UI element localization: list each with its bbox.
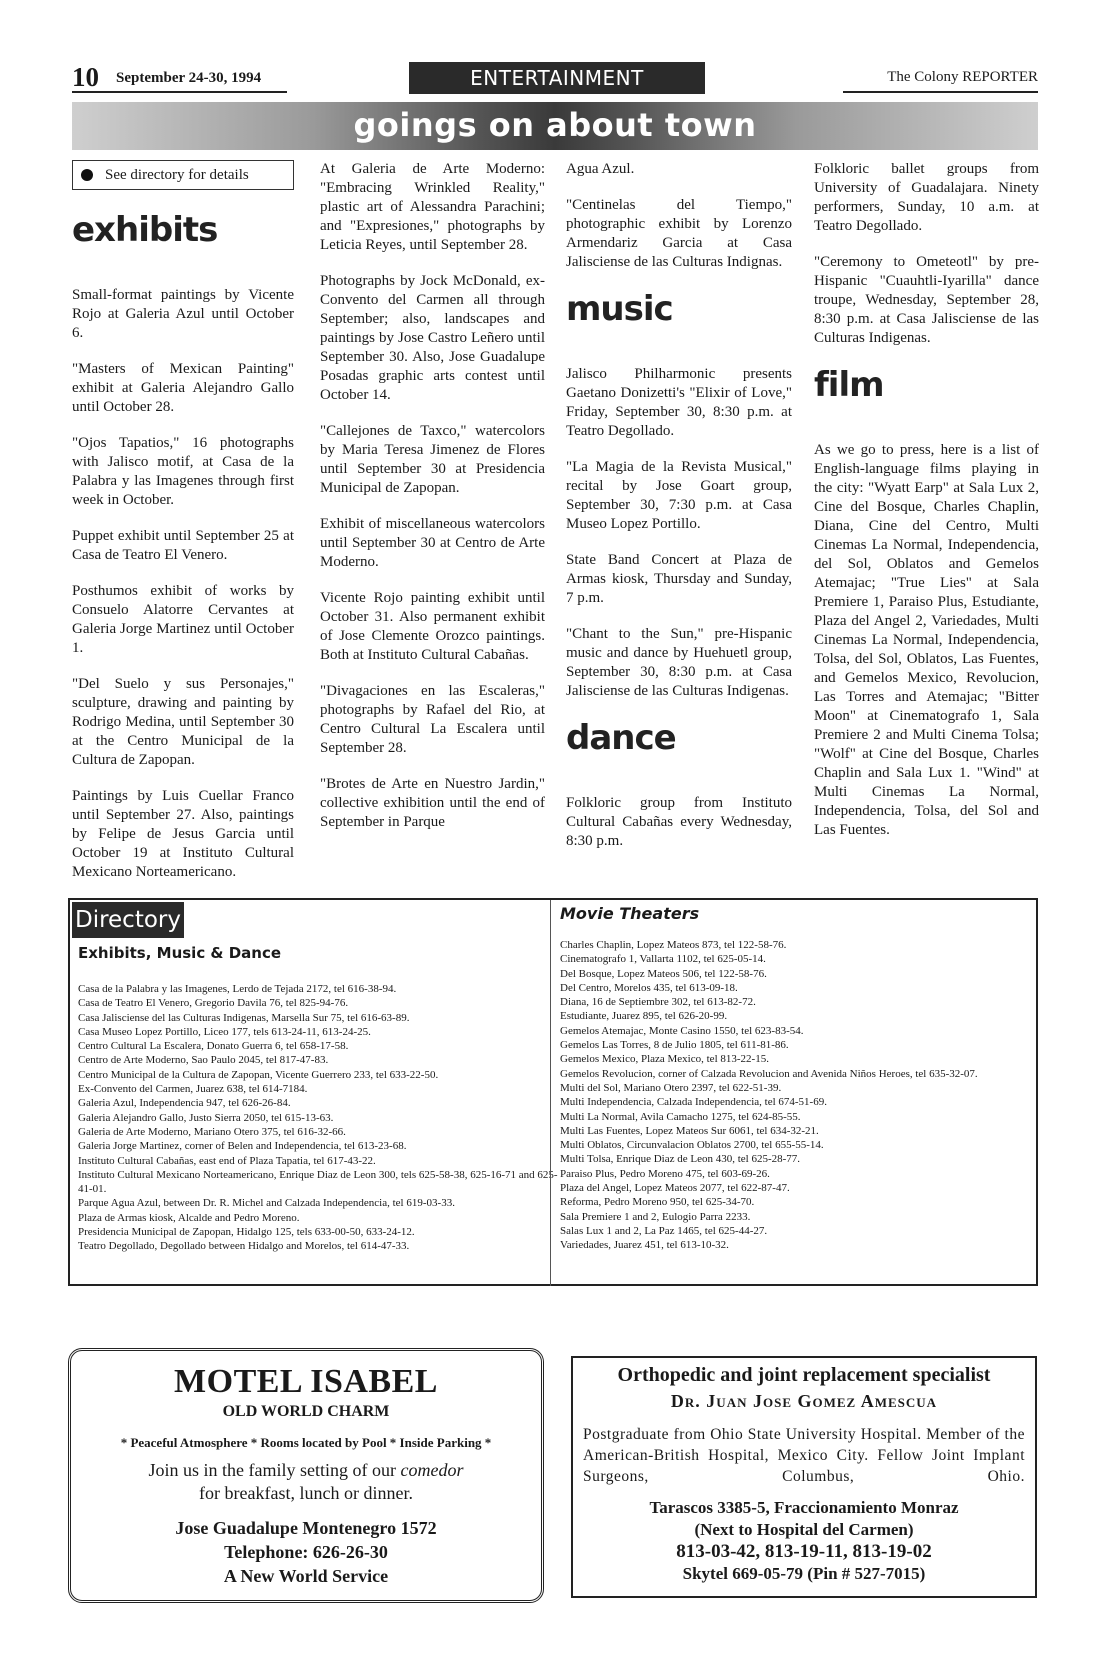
directory-entry: Plaza de Armas kiosk, Alcalde and Pedro Moreno. (78, 1211, 300, 1224)
directory-entry: Multi Tolsa, Enrique Diaz de Leon 430, tel 625-28-77. (560, 1153, 801, 1166)
directory-entry: Casa Jalisciense del las Culturas Indigenas, Marsella Sur 75, tel 616-63-89. (78, 1011, 410, 1024)
film-listing: As we go to press, here is a list of English-language films playing in the city: "Wyatt Earp" at Sala Lux 2, Cine del Bosque, Charles Chaplin, Diana, Cine del Centro, Multi Cinemas La Normal, Independencia, del Sol, Oblatos and Gemelos Atemajac; "True Lies" at Sala Premiere 1, Paraiso Plus, Estudiante, Plaza del Angel 2, Variedades, Multi Cinemas La Normal, Independencia, Tolsa, del Sol, Oblatos, Las Fuentes, and Gemelos Mexico, Revolucion, Las Torres and Atemajac; "Bitter Moon" at Cinematografo 1, Sala Premiere 2 and Multi Cinema Tolsa; "Wolf" at Cine del Bosque, Charles Chaplin and Sala Lux 1. "Wind" at Multi Cinemas La Normal, Independencia, Tolsa, del Sol and Las Fuentes. (814, 442, 1039, 838)
doctor-name: Dr. Juan Jose Gomez Amescua (670, 1391, 938, 1411)
movie-theaters-heading: Movie Theaters (560, 904, 700, 923)
directory-entry: Multi Independencia, Calzada Independencia, tel 674-51-69. (560, 1096, 827, 1109)
column-exhibits (72, 160, 294, 899)
banner-title: goings on about town (353, 106, 757, 144)
article-item: "Brotes de Arte en Nuestro Jardin," collective exhibition until the end of September in Parque (320, 776, 545, 830)
doctor-skytel: Skytel 669-05-79 (Pin # 527-7015) (682, 1564, 926, 1583)
masthead (72, 62, 1038, 96)
directory-box (68, 898, 1038, 1286)
theater-list (560, 938, 1030, 1253)
motel-telephone: Telephone: 626-26-30 (224, 1542, 388, 1562)
article-item: "Del Suelo y sus Personajes," sculpture, drawing and painting by Rodrigo Medina, until September 30 at the Centro Municipal de la Cultura de Zapopan. (72, 676, 294, 768)
directory-entry: Casa Museo Lopez Portillo, Liceo 177, tels 613-24-11, 613-24-25. (78, 1025, 371, 1038)
directory-entry: Gemelos Mexico, Plaza Mexico, tel 813-22-15. (560, 1053, 769, 1066)
article-item: Jalisco Philharmonic presents Gaetano Donizetti's "Elixir of Love," Friday, September 30, 8:30 p.m. at Teatro Degollado. (566, 366, 792, 439)
column-dance-film (814, 160, 1039, 857)
directory-entry: Centro de Arte Moderno, Sao Paulo 2045, tel 817-47-83. (78, 1054, 329, 1067)
article-item: "Callejones de Taxco," watercolors by Maria Teresa Jimenez de Flores until September 30 at Presidencia Municipal de Zapopan. (320, 423, 545, 496)
motel-slogan: A New World Service (223, 1566, 389, 1586)
doctor-phones: 813-03-42, 813-19-11, 813-19-02 (676, 1541, 932, 1562)
directory-entry: Multi Oblatos, Circunvalacion Oblatos 2700, tel 655-55-14. (560, 1139, 824, 1152)
directory-note (72, 160, 294, 190)
directory-entry: Cinematografo 1, Vallarta 1102, tel 625-05-14. (560, 953, 766, 966)
doctor-bio: Postgraduate from Ohio State University Hospital. Member of the American-British Hospital, Mexico City. Fellow Joint Implant Surgeons, Columbus, Ohio. (583, 1426, 1025, 1485)
directory-entry: Casa de la Palabra y las Imagenes, Lerdo de Tejada 2172, tel 616-38-94. (78, 983, 397, 995)
directory-entry: Estudiante, Juarez 895, tel 626-20-99. (560, 1010, 728, 1023)
article-item: "Chant to the Sun," pre-Hispanic music and dance by Huehuetl group, September 30, 8:30 p.m. at Casa Jalisciense de las Culturas Indigenas. (566, 626, 792, 699)
article-item: "Masters of Mexican Painting" exhibit at Galeria Alejandro Gallo until October 28. (72, 361, 294, 415)
column-exhibits-continued (320, 160, 545, 849)
article-item: "Divagaciones en las Escaleras," photographs by Rafael del Rio, at Centro Cultural La Escalera until September 28. (320, 683, 545, 756)
directory-entry: Charles Chaplin, Lopez Mateos 873, tel 122-58-76. (560, 939, 787, 951)
doctor-headline: Orthopedic and joint replacement specialist (617, 1364, 991, 1386)
motel-invite-text: Join us in the family setting of our (148, 1460, 396, 1480)
motel-address: Jose Guadalupe Montenegro 1572 (175, 1518, 437, 1538)
directory-entry: Gemelos Las Torres, 8 de Julio 1805, tel 611-81-86. (560, 1039, 789, 1052)
motel-name: MOTEL ISABEL (174, 1363, 438, 1400)
motel-invite-italic: comedor (400, 1460, 464, 1480)
article-item: Folkloric group from Instituto Cultural Cabañas every Wednesday, 8:30 p.m. (566, 795, 792, 849)
motel-invite-text-2: for breakfast, lunch or dinner. (199, 1483, 413, 1503)
article-item: State Band Concert at Plaza de Armas kiosk, Thursday and Sunday, 7 p.m. (566, 552, 792, 606)
masthead-rule-left (72, 91, 287, 93)
bullet-icon (81, 169, 93, 181)
section-banner (72, 102, 1038, 150)
section-title: ENTERTAINMENT (409, 62, 705, 94)
article-item: "Centinelas del Tiempo," photographic exhibit by Lorenzo Armendariz Garcia at Casa Jalisciense de las Culturas Indignas. (566, 197, 792, 270)
directory-entry: Multi La Normal, Avila Camacho 1275, tel 624-85-55. (560, 1110, 801, 1123)
article-item: Small-format paintings by Vicente Rojo at Galeria Azul until October 6. (72, 287, 294, 341)
directory-entry: Centro Municipal de la Cultura de Zapopan, Vicente Guerrero 233, tel 633-22-50. (78, 1068, 439, 1081)
directory-title: Directory (72, 902, 184, 938)
masthead-rule-right (843, 91, 1038, 93)
directory-entry: Galeria Jorge Martinez, corner of Belen and Independencia, tel 613-23-68. (78, 1140, 407, 1153)
venue-list (78, 982, 558, 1254)
directory-entry: Sala Premiere 1 and 2, Eulogio Parra 2233. (560, 1210, 751, 1223)
directory-entry: Instituto Cultural Mexicano Norteamericano, Enrique Diaz de Leon 300, tels 625-58-38, 625-16-71 and 625-41-01. (78, 1168, 558, 1196)
directory-entry: Variedades, Juarez 451, tel 613-10-32. (560, 1239, 729, 1252)
article-item: "Ojos Tapatios," 16 photographs with Jalisco motif, at Casa de la Palabra y las Imagenes through first week in October. (72, 435, 294, 508)
motel-tagline: OLD WORLD CHARM (222, 1403, 390, 1420)
directory-entry: Paraiso Plus, Pedro Moreno 475, tel 603-69-26. (560, 1167, 770, 1180)
directory-entry: Galeria Azul, Independencia 947, tel 626-26-84. (78, 1097, 291, 1110)
article-item: "Ceremony to Ometeotl" by pre-Hispanic "Cuauhtli-Iyarilla" dance troupe, Wednesday, September 28, 8:30 p.m. at Casa Jalisciense de las Culturas Indigenas. (814, 254, 1039, 346)
motel-invite (71, 1459, 541, 1505)
issue-date: September 24-30, 1994 (116, 70, 262, 86)
article-item: Exhibit of miscellaneous watercolors until September 30 at Centro de Arte Moderno. (320, 516, 545, 570)
directory-entry: Plaza del Angel, Lopez Mateos 2077, tel 622-87-47. (560, 1182, 790, 1195)
directory-entry: Presidencia Municipal de Zapopan, Hidalgo 125, tels 633-00-50, 633-24-12. (78, 1226, 415, 1239)
film-heading: film (814, 365, 884, 405)
paper-name: The Colony REPORTER (887, 69, 1038, 85)
article-item: Vicente Rojo painting exhibit until October 31. Also permanent exhibit of Jose Clemente Orozco paintings. Both at Instituto Cultural Cabañas. (320, 590, 545, 663)
article-item: At Galeria de Arte Moderno: "Embracing Wrinkled Reality," plastic art of Alessandra Parachini; and "Expresiones," photographs by Leticia Reyes, until September 28. (320, 161, 545, 253)
page-number: 10 (72, 62, 99, 92)
exhibits-heading: exhibits (72, 210, 218, 250)
music-heading: music (566, 289, 673, 329)
directory-entry: Galeria Alejandro Gallo, Justo Sierra 2050, tel 615-13-63. (78, 1111, 334, 1124)
directory-entry: Gemelos Atemajac, Monte Casino 1550, tel 623-83-54. (560, 1024, 804, 1037)
dance-heading: dance (566, 718, 676, 758)
directory-entry: Galeria de Arte Moderno, Mariano Otero 375, tel 616-32-66. (78, 1125, 346, 1138)
directory-entry: Casa de Teatro El Venero, Gregorio Davila 76, tel 825-94-76. (78, 997, 349, 1010)
motel-features: * Peaceful Atmosphere * Rooms located by Pool * Inside Parking * (120, 1435, 492, 1450)
article-item: Posthumos exhibit of works by Consuelo Alatorre Cervantes at Galeria Jorge Martinez until October 1. (72, 583, 294, 656)
doctor-near: (Next to Hospital del Carmen) (694, 1520, 914, 1539)
article-item: Paintings by Luis Cuellar Franco until September 27. Also, paintings by Felipe de Jesus Garcia until October 19 at Instituto Cultural Mexicano Norteamericano. (72, 788, 294, 880)
article-item: Puppet exhibit until September 25 at Casa de Teatro El Venero. (72, 528, 294, 563)
directory-divider (550, 900, 551, 1286)
doctor-ad (571, 1356, 1037, 1598)
directory-entry: Centro Cultural La Escalera, Donato Guerra 6, tel 658-17-58. (78, 1040, 349, 1053)
article-item: Folkloric ballet groups from University of Guadalajara. Ninety performers, Sunday, 10 a.m. at Teatro Degollado. (814, 161, 1039, 234)
directory-entry: Reforma, Pedro Moreno 950, tel 625-34-70. (560, 1196, 755, 1209)
directory-entry: Multi Las Fuentes, Lopez Mateos Sur 6061, tel 634-32-21. (560, 1124, 819, 1137)
directory-entry: Gemelos Revolucion, corner of Calzada Revolucion and Avenida Niños Heroes, tel 635-32-07. (560, 1067, 978, 1080)
directory-note-text: See directory for details (105, 166, 249, 183)
article-item: "La Magia de la Revista Musical," recital by Jose Goart group, September 30, 7:30 p.m. at Casa Museo Lopez Portillo. (566, 459, 792, 532)
article-item: Photographs by Jock McDonald, ex-Convento del Carmen all through September; also, landscapes and paintings by Jose Castro Leñero until September 30. Also, Jose Guadalupe Posadas graphic arts contest until October 14. (320, 273, 545, 403)
doctor-address: Tarascos 3385-5, Fraccionamiento Monraz (649, 1498, 959, 1517)
directory-entry: Del Bosque, Lopez Mateos 506, tel 122-58-76. (560, 967, 767, 980)
article-item: Agua Azul. (566, 161, 635, 177)
directory-entry: Del Centro, Morelos 435, tel 613-09-18. (560, 981, 738, 994)
directory-entry: Parque Agua Azul, between Dr. R. Michel and Calzada Independencia, tel 619-03-33. (78, 1197, 455, 1210)
motel-contact (71, 1516, 541, 1588)
directory-entry: Multi del Sol, Mariano Otero 2397, tel 622-51-39. (560, 1081, 782, 1094)
directory-entry: Ex-Convento del Carmen, Juarez 638, tel 614-7184. (78, 1083, 308, 1096)
column-music-dance (566, 160, 792, 868)
directory-entry: Instituto Cultural Cabañas, east end of Plaza Tapatia, tel 617-43-22. (78, 1154, 376, 1167)
motel-ad (68, 1348, 544, 1603)
directory-entry: Teatro Degollado, Degollado between Hidalgo and Morelos, tel 614-47-33. (78, 1240, 410, 1253)
directory-entry: Diana, 16 de Septiembre 302, tel 613-82-72. (560, 996, 756, 1009)
directory-entry: Salas Lux 1 and 2, La Paz 1465, tel 625-44-27. (560, 1224, 768, 1237)
directory-subtitle: Exhibits, Music & Dance (78, 944, 282, 962)
